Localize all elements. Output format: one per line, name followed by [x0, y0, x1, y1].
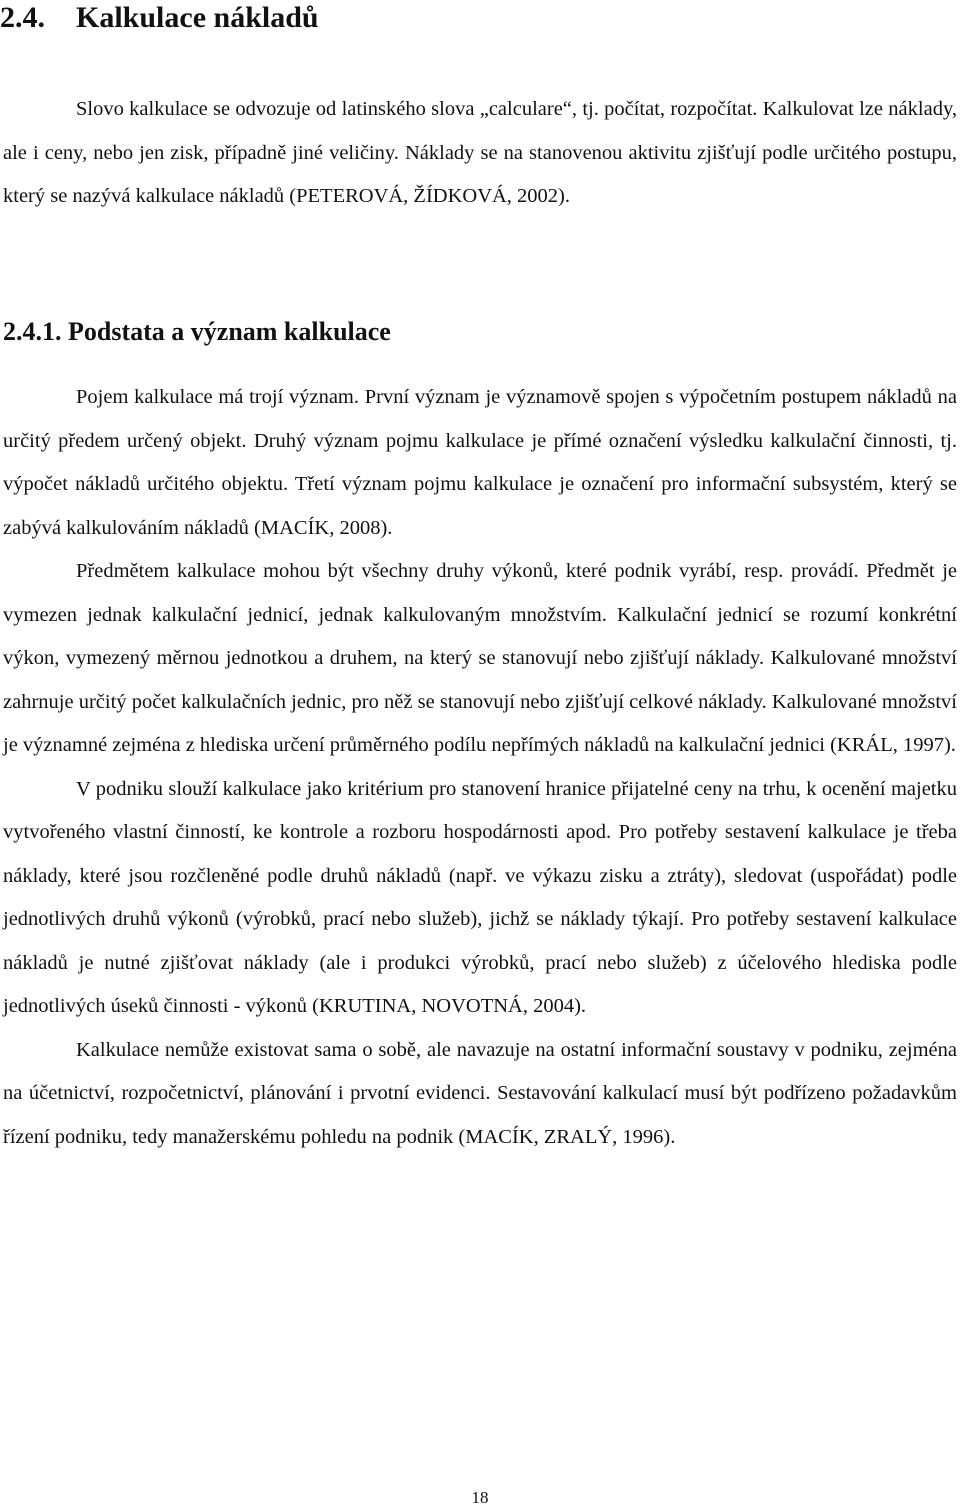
- page-number: 18: [471, 1488, 489, 1507]
- section-title: Kalkulace nákladů: [76, 1, 319, 34]
- intro-text: [3, 88, 957, 219]
- paragraph: V podniku slouží kalkulace jako kritérium pro stanovení hranice přijatelné ceny na trhu, k ocenění majetku vytvořeného vlastní činností, ke kontrole a rozboru hospodárnosti apod. Pro potřeby sestavení kalkulace je třeba náklady, které jsou rozčleněné podle druhů nákladů (např. ve výkazu zisku a ztráty), sledovat (uspořádat) podle jednotlivých druhů výkonů (výrobků, prací nebo služeb), jichž se náklady týkají. Pro potřeby sestavení kalkulace nákladů je nutné zjišťovat náklady (ale i produkci výrobků, prací nebo služeb) z účelového hlediska podle jednotlivých úseků činnosti - výkonů (KRUTINA, NOVOTNÁ, 2004).: [3, 777, 957, 1017]
- paragraph: Pojem kalkulace má trojí význam. První význam je významově spojen s výpočetním postupem nákladů na určitý předem určený objekt. Druhý význam pojmu kalkulace je přímé označení výsledku kalkulační činnosti, tj. výpočet nákladů určitého objektu. Třetí význam pojmu kalkulace je označení pro informační subsystém, který se zabývá kalkulováním nákladů (MACÍK, 2008).: [3, 386, 957, 539]
- section-heading: [0, 0, 319, 36]
- subsection-title: Podstata a význam kalkulace: [68, 317, 391, 346]
- subsection-number: 2.4.1.: [3, 317, 62, 346]
- body-text: [3, 376, 957, 1159]
- subsection-heading: [3, 314, 391, 350]
- section-number: 2.4.: [0, 1, 45, 34]
- paragraph: Kalkulace nemůže existovat sama o sobě, ale navazuje na ostatní informační soustavy v podniku, zejména na účetnictví, rozpočetnictví, plánování i prvotní evidenci. Sestavování kalkulací musí být podřízeno požadavkům řízení podniku, tedy manažerskému pohledu na podnik (MACÍK, ZRALÝ, 1996).: [3, 1038, 957, 1148]
- paragraph: Předmětem kalkulace mohou být všechny druhy výkonů, které podnik vyrábí, resp. provádí. Předmět je vymezen jednak kalkulační jednicí, jednak kalkulovaným množstvím. Kalkulační jednicí se rozumí konkrétní výkon, vymezený měrnou jednotkou a druhem, na který se stanovují nebo zjišťují náklady. Kalkulované množství zahrnuje určitý počet kalkulačních jednic, pro něž se stanovují nebo zjišťují celkové náklady. Kalkulované množství je významné zejména z hlediska určení průměrného podílu nepřímých nákladů na kalkulační jednici (KRÁL, 1997).: [3, 560, 957, 756]
- paragraph: Slovo kalkulace se odvozuje od latinského slova „calculare“, tj. počítat, rozpočítat. Kalkulovat lze náklady, ale i ceny, nebo jen zisk, případně jiné veličiny. Náklady se na stanovenou aktivitu zjišťují podle určitého postupu, který se nazývá kalkulace nákladů (PETEROVÁ, ŽÍDKOVÁ, 2002).: [3, 98, 957, 207]
